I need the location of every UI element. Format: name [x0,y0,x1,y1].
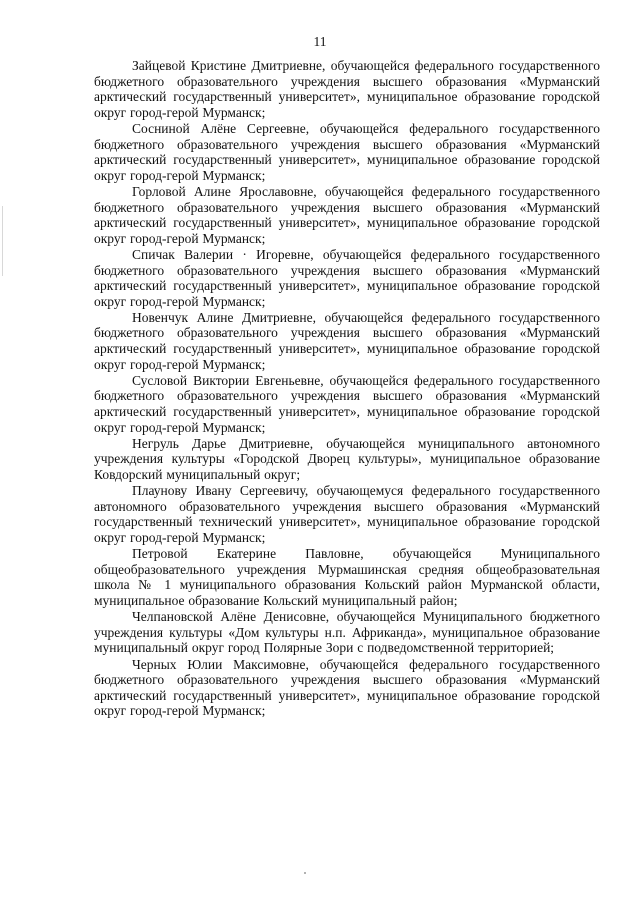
list-item: Плаунову Ивану Сергеевичу, обучающемуся федерального государственного автономного образовательного учреждения высшего образования «Мурманский государственный технический университет», муниципальное образование городской округ город-герой Мурманск; [94,483,600,545]
list-item: Сосниной Алёне Сергеевне, обучающейся федерального государственного бюджетного образовательного учреждения высшего образования «Мурманский арктический государственный университет», муниципальное образование городской округ город-герой Мурманск; [94,120,600,183]
list-item: Негруль Дарье Дмитриевне, обучающейся муниципального автономного учреждения культуры «Городской Дворец культуры», муниципальное образование Ковдорский муниципальный округ; [94,435,600,482]
list-item: Петровой Екатерине Павловне, обучающейся Муниципального общеобразовательного учреждения Мурмашинская средняя общеобразовательная школа № 1 муниципального образования Кольский район Мурманской области, муниципальное образование Кольский муниципальный район; [94,546,600,608]
scan-speck [304,872,306,874]
list-item: Черных Юлии Максимовне, обучающейся федерального государственного бюджетного образовательного учреждения высшего образования «Мурманский арктический государственный университет», муниципальное образование городской округ город-герой Мурманск; [94,656,600,719]
list-item: Горловой Алине Ярославовне, обучающейся федерального государственного бюджетного образовательного учреждения высшего образования «Мурманский арктический государственный университет», муниципальное образование городской округ город-герой Мурманск; [94,183,600,246]
list-item: Новенчук Алине Дмитриевне, обучающейся федерального государственного бюджетного образовательного учреждения высшего образования «Мурманский арктический государственный университет», муниципальное образование городской округ город-герой Мурманск; [94,309,600,372]
list-item: Зайцевой Кристине Дмитриевне, обучающейся федерального государственного бюджетного образовательного учреждения высшего образования «Мурманский арктический государственный университет», муниципальное образование городской округ город-герой Мурманск; [94,58,600,120]
award-list [94,58,600,719]
page-number: 11 [313,34,327,49]
list-item: Спичак Валерии · Игоревне, обучающейся федерального государственного бюджетного образовательного учреждения высшего образования «Мурманский арктический государственный университет», муниципальное образование городской округ город-герой Мурманск; [94,246,600,309]
list-item: Сусловой Виктории Евгеньевне, обучающейся федерального государственного бюджетного образовательного учреждения высшего образования «Мурманский арктический государственный университет», муниципальное образование городской округ город-герой Мурманск; [94,372,600,435]
scan-edge-mark [2,206,3,276]
list-item: Челпановской Алёне Денисовне, обучающейся Муниципального бюджетного учреждения культуры «Дом культуры н.п. Африканда», муниципальное образование муниципальный округ город Полярные Зори с подведомственной территорией; [94,609,600,656]
